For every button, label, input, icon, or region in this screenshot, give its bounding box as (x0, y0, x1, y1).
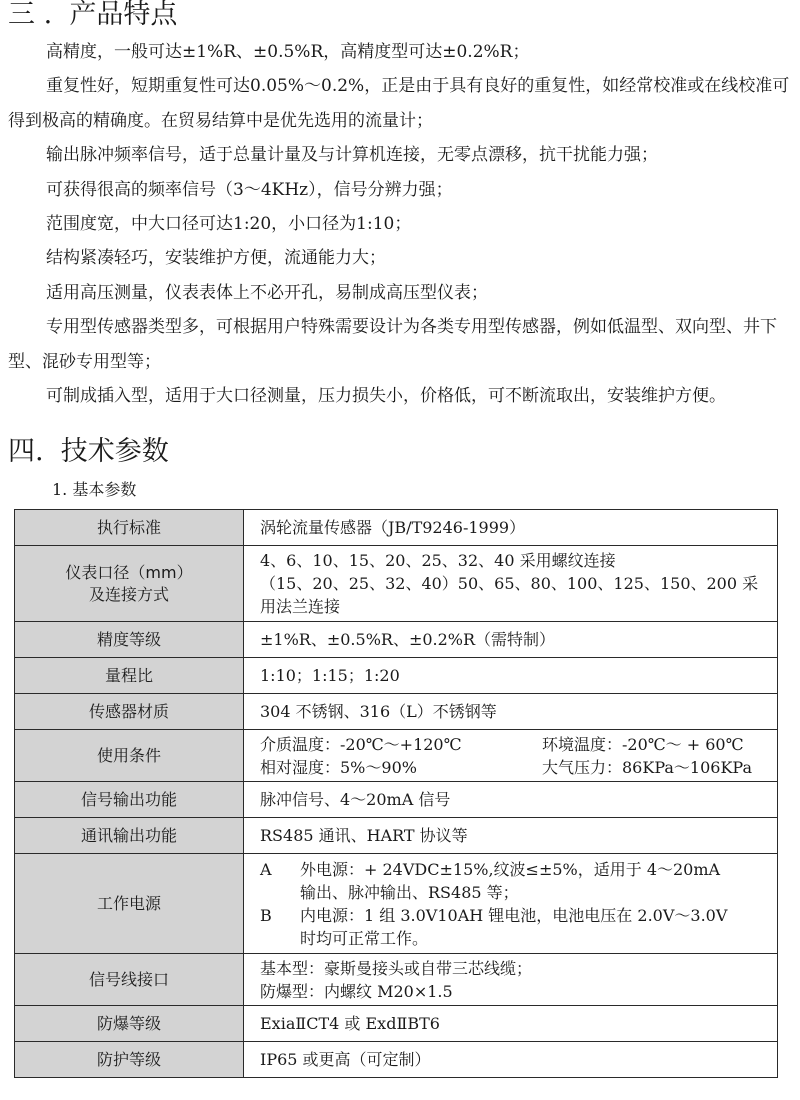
param-value: 304 不锈钢、316（L）不锈钢等 (244, 694, 778, 730)
feature-paragraph: 重复性好，短期重复性可达0.05%～0.2%，正是由于具有良好的重复性，如经常校准或在线校准可得到极高的精确度。在贸易结算中是优先选用的流量计； (8, 76, 790, 131)
feature-paragraph: 专用型传感器类型多，可根据用户特殊需要设计为各类专用型传感器，例如低温型、双向型、井下型、混砂专用型等； (8, 317, 777, 372)
param-label: 精度等级 (15, 622, 244, 658)
table-row (15, 854, 778, 954)
param-value: ±1%R、±0.5%R、±0.2%R（需特制） (244, 622, 778, 658)
feature-paragraph: 结构紧凑轻巧，安装维护方便，流通能力大； (46, 248, 386, 269)
param-label: 执行标准 (15, 510, 244, 546)
param-label: 传感器材质 (15, 694, 244, 730)
param-label: 防护等级 (15, 1042, 244, 1078)
product-features (8, 35, 792, 413)
param-label-line: 仪表口径（mm） (65, 562, 193, 582)
param-value (244, 954, 778, 1006)
humidity: 相对湿度：5%～90% (260, 757, 417, 777)
param-label: 信号线接口 (15, 954, 244, 1006)
section-3-heading: 三 . 产品特点 (8, 0, 178, 30)
param-label: 使用条件 (15, 730, 244, 782)
option-text (300, 904, 777, 950)
param-label: 防爆等级 (15, 1006, 244, 1042)
param-value (244, 854, 778, 954)
feature-paragraph: 可制成插入型，适用于大口径测量，压力损失小，价格低，可不断流取出，安装维护方便。 (46, 386, 726, 407)
param-label-line: 及连接方式 (88, 584, 169, 604)
param-value: 涡轮流量传感器（JB/T9246-1999） (244, 510, 778, 546)
table-row (15, 782, 778, 818)
pressure: 大气压力：86KPa～106KPa (542, 757, 752, 777)
option-letter: A (260, 859, 272, 879)
medium-temp: 介质温度：-20℃～+120℃ (260, 734, 462, 754)
param-value (244, 730, 778, 782)
param-value: 1:10；1:15；1:20 (244, 658, 778, 694)
param-label (15, 546, 244, 622)
table-row (15, 1042, 778, 1078)
param-value-line: （15、20、25、32、40）50、65、80、100、125、150、200 采 (260, 574, 759, 593)
param-value-line: 用法兰连接 (260, 597, 341, 616)
feature-paragraph: 可获得很高的频率信号（3～4KHz），信号分辨力强； (46, 179, 453, 200)
param-value: IP65 或更高（可定制） (244, 1042, 778, 1078)
table-row (15, 954, 778, 1006)
option-line: 内电源：1 组 3.0V10AH 锂电池，电池电压在 2.0V～3.0V (300, 905, 728, 925)
param-value (244, 546, 778, 622)
option-text (300, 858, 777, 904)
param-value-line: 基本型：豪斯曼接头或自带三芯线缆； (260, 958, 533, 978)
feature-paragraph: 高精度，一般可达±1%R、±0.5%R，高精度型可达±0.2%R； (46, 42, 530, 62)
table-row (15, 694, 778, 730)
param-value: RS485 通讯、HART 协议等 (244, 818, 778, 854)
table-row (15, 622, 778, 658)
table-row (15, 658, 778, 694)
option-line: 输出、脉冲输出、RS485 等； (300, 882, 519, 902)
power-option-a (260, 858, 777, 904)
section-4-heading: 四. 技术参数 (8, 436, 169, 467)
conditions-line (260, 756, 777, 779)
param-value-line: 防爆型：内螺纹 M20×1.5 (260, 981, 453, 1001)
param-value: 脉冲信号、4～20mA 信号 (244, 782, 778, 818)
table-row (15, 818, 778, 854)
param-label: 工作电源 (15, 854, 244, 954)
param-label: 量程比 (15, 658, 244, 694)
feature-paragraph: 范围度宽，中大口径可达1:20，小口径为1:10； (46, 214, 412, 235)
feature-paragraph: 输出脉冲频率信号，适于总量计量及与计算机连接，无零点漂移，抗干扰能力强； (46, 145, 658, 166)
feature-paragraph: 适用高压测量，仪表表体上不必开孔，易制成高压型仪表； (46, 282, 488, 303)
param-value-line: 4、6、10、15、20、25、32、40 采用螺纹连接 (260, 551, 616, 570)
ambient-temp: 环境温度：-20℃～ + 60℃ (542, 734, 744, 754)
param-label: 通讯输出功能 (15, 818, 244, 854)
table-row (15, 730, 778, 782)
table-row (15, 510, 778, 546)
table-row (15, 1006, 778, 1042)
power-option-b (260, 904, 777, 950)
basic-params-subheading: 1. 基本参数 (52, 480, 137, 499)
table-row (15, 546, 778, 622)
param-value: ExiaⅡCT4 或 ExdⅡBT6 (244, 1006, 778, 1042)
param-label: 信号输出功能 (15, 782, 244, 818)
option-letter: B (260, 905, 272, 925)
option-line: 外电源：+ 24VDC±15%,纹波≤±5%，适用于 4～20mA (300, 859, 721, 879)
conditions-line (260, 733, 777, 756)
basic-params-table (14, 509, 778, 1078)
option-line: 时均可正常工作。 (300, 928, 429, 948)
